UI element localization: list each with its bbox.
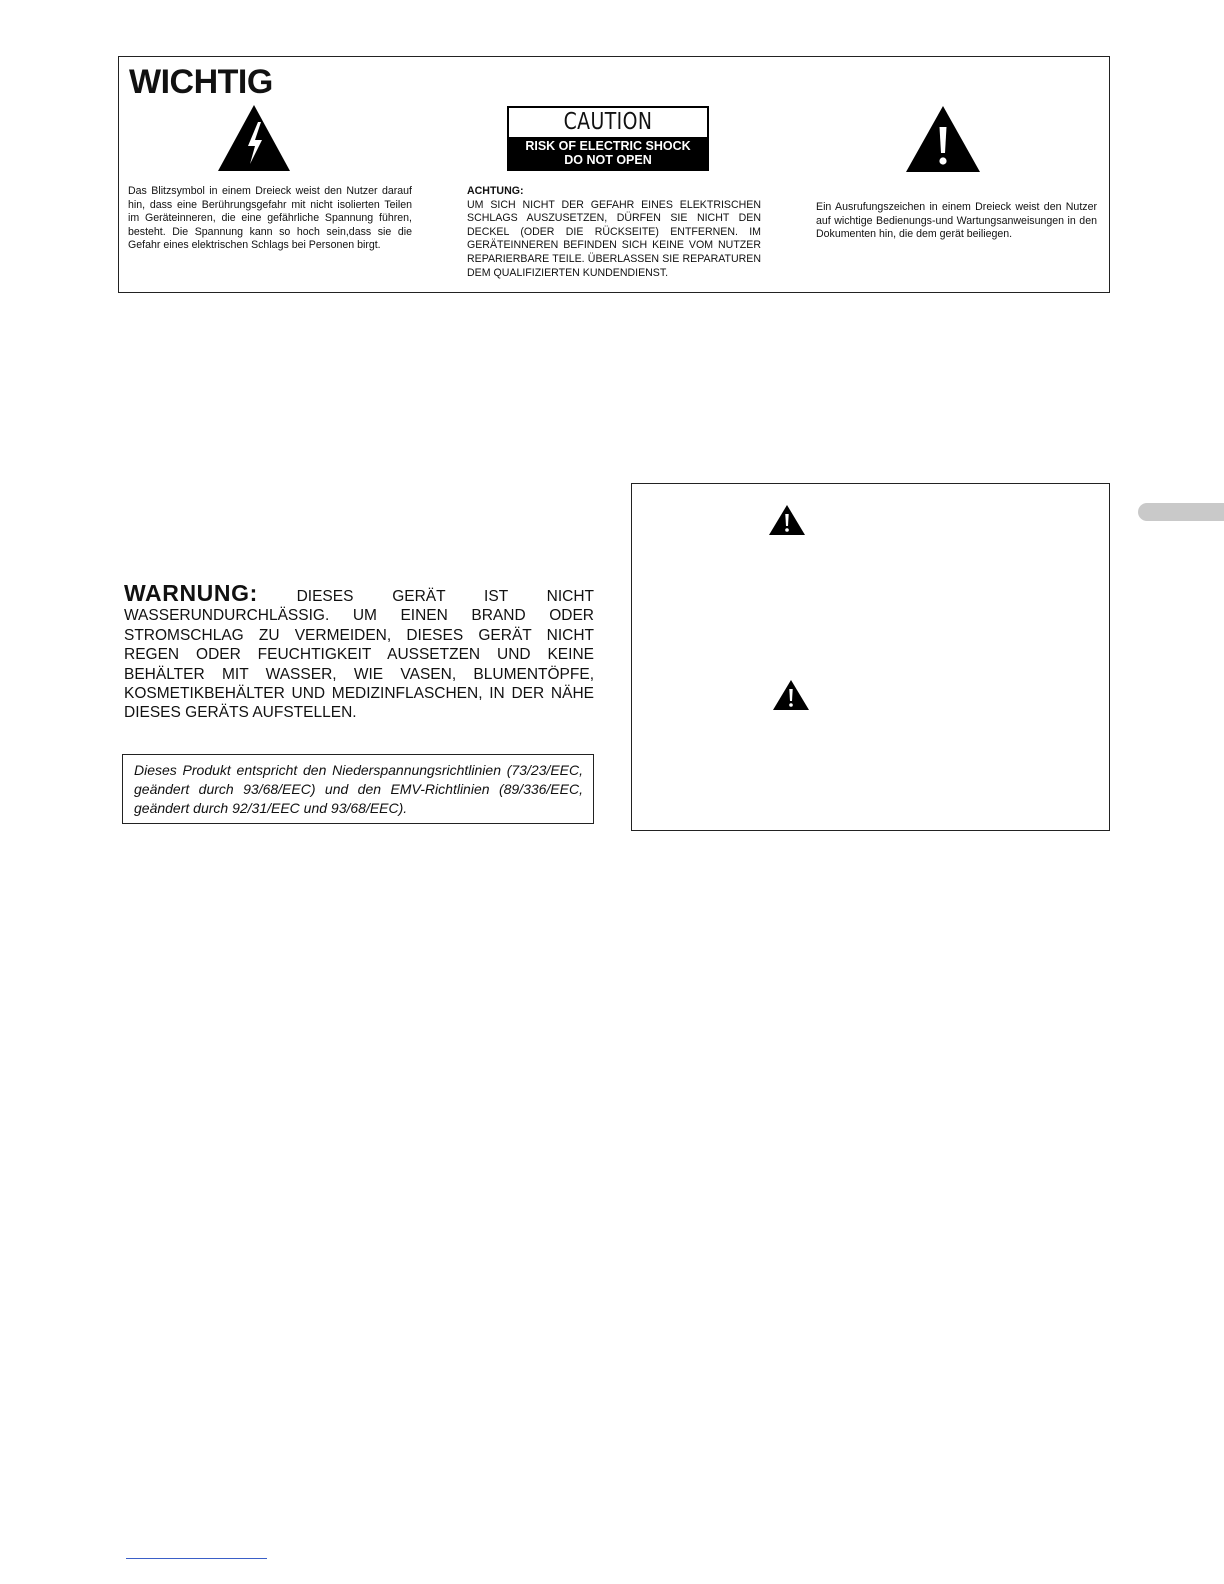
section-tab <box>1138 503 1224 521</box>
caution-info-box <box>631 483 1110 831</box>
exclamation-warning-triangle-icon <box>772 679 810 711</box>
caution-shock-banner <box>509 137 707 169</box>
caution-line-2: DO NOT OPEN <box>564 153 652 167</box>
achtung-text: UM SICH NICHT DER GEFAHR EINES ELEKTRISCHEN SCHLAGS AUSZUSETZEN, DÜRFEN SIE NICHT DEN DECKEL (ODER DIE RÜCKSEITE) ENTFERNEN. IM GERÄTEINNEREN BEFINDEN SICH KEINE VOM NUTZER REPARIERBARE TEILE. ÜBERLASSEN SIE REPARATUREN DEM QUALIFIZIERTEN KUNDENDIENST. <box>467 198 761 279</box>
important-title: WICHTIG <box>129 63 273 101</box>
exclamation-warning-triangle-icon <box>905 105 981 173</box>
lightning-symbol-text: Das Blitzsymbol in einem Dreieck weist den Nutzer darauf hin, dass eine Berührungsgefahr mit nicht isolierten Teilen im Geräteinneren, die eine gefährliche Spannung führen, besteht. Die Spannung kann so hoch sein,dass sie die Gefahr eines elektrischen Schlags bei Personen birgt. <box>128 185 412 252</box>
warning-heading: WARNUNG: <box>124 580 258 606</box>
achtung-heading: ACHTUNG: <box>467 185 524 197</box>
footer-rule <box>126 1558 267 1559</box>
caution-label <box>507 106 709 171</box>
conformity-text: Dieses Produkt entspricht den Niederspannungsrichtlinien (73/23/EEC, geändert durch 93/68/EEC) und den EMV-Richtlinien (89/336/EEC, geändert durch 92/31/EEC und 93/68/EEC). <box>134 762 583 816</box>
important-safety-box <box>118 56 1110 293</box>
caution-line-1: RISK OF ELECTRIC SHOCK <box>525 139 691 153</box>
exclamation-symbol-text: Ein Ausrufungszeichen in einem Dreieck weist den Nutzer auf wichtige Bedienungs-und Wartungsanweisungen in den Dokumenten hin, die dem gerät beiliegen. <box>816 201 1097 241</box>
warning-body: DIESES GERÄT IST NICHT WASSERUNDURCHLÄSSIG. UM EINEN BRAND ODER STROMSCHLAG ZU VERMEIDEN, DIESES GERÄT NICHT REGEN ODER FEUCHTIGKEIT AUSSETZEN UND KEINE BEHÄLTER MIT WASSER, WIE VASEN, BLUMENTÖPFE, KOSMETIKBEHÄLTER UND MEDIZINFLASCHEN, IN DER NÄHE DIESES GERÄTS AUFSTELLEN. <box>124 588 594 722</box>
lightning-warning-triangle-icon <box>217 104 291 172</box>
achtung-notice <box>467 185 761 280</box>
warning-notice <box>124 580 594 723</box>
conformity-box <box>122 754 594 824</box>
exclamation-warning-triangle-icon <box>768 504 806 536</box>
caution-word: CAUTION <box>563 109 653 135</box>
